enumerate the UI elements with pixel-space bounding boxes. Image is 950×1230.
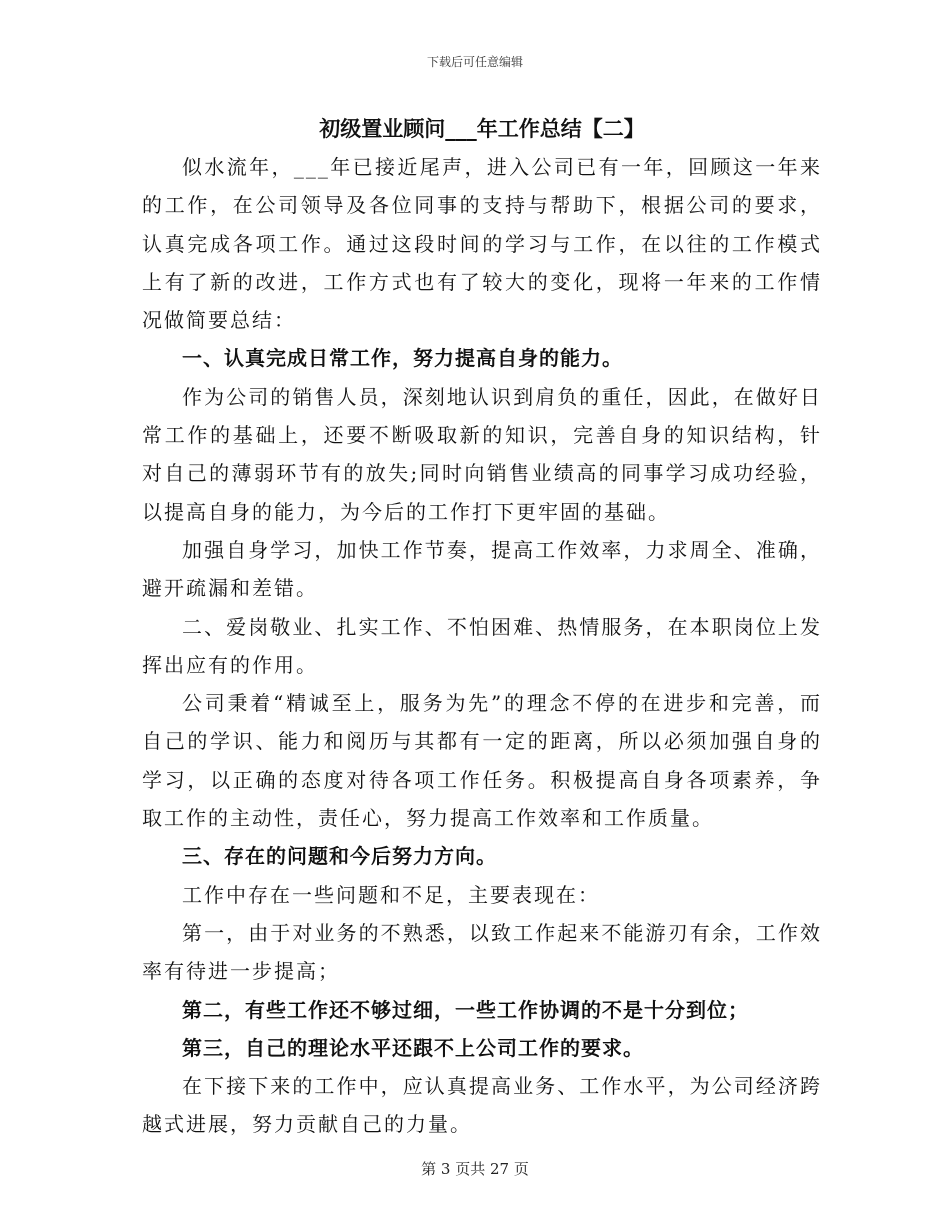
paragraph-bold: 第二，有些工作还不够过细，一些工作协调的不是十分到位； xyxy=(182,997,749,1022)
paragraph-closing: 在下接下来的工作中，应认真提高业务、工作水平，为公司经济跨越式进展，努力贡献自己的力量。 xyxy=(142,1074,822,1137)
document-body xyxy=(142,110,822,1144)
paragraph: 加强自身学习，加快工作节奏，提高工作效率，力求周全、准确，避开疏漏和差错。 xyxy=(142,537,822,601)
paragraph: 第一，由于对业务的不熟悉，以致工作起来不能游刃有余，工作效率有待进一步提高； xyxy=(142,920,822,984)
paragraph-intro: 似水流年，___年已接近尾声，进入公司已有一年，回顾这一年来的工作，在公司领导及各位同事的支持与帮助下，根据公司的要求，认真完成各项工作。通过这段时间的学习与工作，在以往的工作模式上有了新的改进，工作方式也有了较大的变化，现将一年来的工作情况做简要总结： xyxy=(142,155,822,333)
page-number: 第 3 页共 27 页 xyxy=(421,1160,529,1178)
paragraph-bold: 第三，自己的理论水平还跟不上公司工作的要求。 xyxy=(182,1035,644,1060)
paragraph: 工作中存在一些问题和不足，主要表现在： xyxy=(182,882,600,907)
document-title: 初级置业顾问___年工作总结【二】 xyxy=(319,117,645,141)
section-heading-1: 一、认真完成日常工作，努力提高自身的能力。 xyxy=(182,346,623,371)
section-heading-3: 三、存在的问题和今后努力方向。 xyxy=(182,844,497,869)
header-note: 下载后可任意编辑 xyxy=(426,55,523,69)
section-heading-2: 二、爱岗敬业、扎实工作、不怕困难、热情服务，在本职岗位上发挥出应有的作用。 xyxy=(142,614,822,677)
paragraph: 公司秉着“精诚至上，服务为先”的理念不停的在进步和完善，而自己的学识、能力和阅历与其都有一定的距离，所以必须加强自身的学习，以正确的态度对待各项工作任务。积极提高自身各项素养，争取工作的主动性，责任心，努力提高工作效率和工作质量。 xyxy=(142,691,822,831)
paragraph: 作为公司的销售人员，深刻地认识到肩负的重任，因此，在做好日常工作的基础上，还要不断吸取新的知识，完善自身的知识结构，针对自己的薄弱环节有的放失;同时向销售业绩高的同事学习成功经验，以提高自身的能力，为今后的工作打下更牢固的基础。 xyxy=(142,384,822,524)
